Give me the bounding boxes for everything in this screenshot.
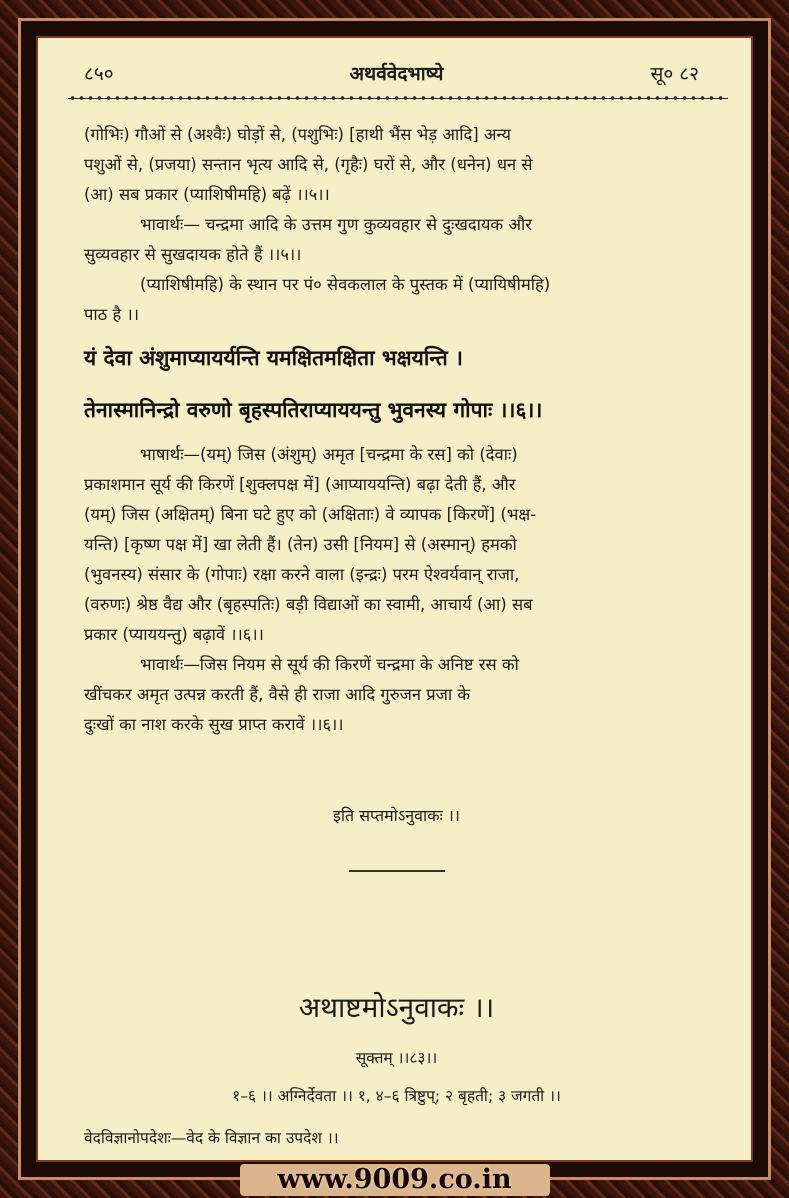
watermark-url[interactable]: www.9009.co.in — [277, 1164, 512, 1195]
bhavarth-line: दुःखों का नाश करके सुख प्राप्त करावें ।।६।। — [84, 715, 344, 734]
mantra-line-2: तेनास्मानिन्द्रो वरुणो बृहस्पतिराप्याययन्तु भुवनस्य गोपाः ।।६।। — [84, 397, 543, 422]
bhavarth-line: सुव्यवहार से सुखदायक होते हैं ।।५।। — [84, 245, 302, 264]
page — [36, 36, 753, 1162]
gloss-line: यन्ति) [कृष्ण पक्ष में] खा लेती हैं। (तेन) उसी [नियम] से (अस्मान्) हमको — [84, 535, 517, 554]
gloss-line: (यम्) जिस (अक्षितम्) बिना घटे हुए को (अक्षिताः) वे व्यापक [किरणें] (भक्ष- — [84, 505, 537, 524]
sukta-label: सूक्तम् ।।८३।। — [355, 1049, 438, 1067]
gloss-line: (गोभिः) गौओं से (अश्वैः) घोड़ों से, (पशुभिः) [हाथी भैंस भेड़ आदि] अन्य — [84, 125, 511, 144]
gloss-line: (वरुणः) श्रेष्ठ वैद्य और (बृहस्पतिः) बड़ी विद्याओं का स्वामी, आचार्य (आ) सब — [84, 595, 533, 614]
upadesh: वेदविज्ञानोपदेशः—वेद के विज्ञान का उपदेश ।। — [84, 1129, 339, 1147]
gloss-line: (आ) सब प्रकार (प्याशिषीमहि) बढ़ें ।।५।। — [84, 185, 330, 204]
section-divider — [349, 870, 445, 872]
sukta-ref: सू० ८२ — [650, 63, 699, 85]
note-line: (प्याशिषीमहि) के स्थान पर पं० सेवकलाल के पुस्तक में (प्यायिषीमहि) — [140, 275, 551, 294]
section-title: अथाष्टमोऽनुवाकः ।। — [298, 991, 495, 1024]
gloss-line: (भुवनस्य) संसार के (गोपाः) रक्षा करने वाला (इन्द्रः) परम ऐश्वर्यवान् राजा, — [84, 565, 520, 584]
bhavarth-line: खींचकर अमृत उत्पन्न करती हैं, वैसे ही राजा आदि गुरुजन प्रजा के — [84, 685, 471, 704]
book-title: अथर्ववेदभाष्ये — [349, 63, 444, 85]
block2 — [84, 440, 714, 740]
colophon: इति सप्तमोऽनुवाकः ।। — [333, 806, 460, 825]
note-line: पाठ है ।। — [84, 305, 139, 324]
header-dotted-rule — [68, 94, 728, 102]
gloss-line: भाषार्थः—(यम्) जिस (अंशुम्) अमृत [चन्द्रमा के रस] को (देवाः) — [140, 445, 518, 464]
bhavarth-line: भावार्थः—जिस नियम से सूर्य की किरणें चन्द्रमा के अनिष्ट रस को — [140, 655, 519, 674]
block1 — [84, 120, 714, 330]
sukta-meta: १–६ ।। अग्निर्देवता ।। १, ४–६ त्रिष्टुप्; २ बृहती; ३ जगती ।। — [232, 1087, 561, 1105]
page-number: ८५० — [84, 63, 114, 85]
gloss-line: पशुओं से, (प्रजया) सन्तान भृत्य आदि से, (गृहैः) घरों से, और (धनेन) धन से — [84, 155, 533, 174]
gloss-line: प्रकाशमान सूर्य की किरणें [शुक्लपक्ष में] (आप्याययन्ति) बढ़ा देती हैं, और — [84, 475, 516, 494]
bhavarth-line: भावार्थः— चन्द्रमा आदि के उत्तम गुण कुव्यवहार से दुःखदायक और — [140, 215, 532, 234]
gloss-line: प्रकार (प्याययन्तु) बढ़ावें ।।६।। — [84, 625, 264, 644]
mantra-line-1: यं देवा अंशुमाप्यायर्यन्ति यमक्षितमक्षिता भक्षयन्ति । — [84, 345, 464, 370]
